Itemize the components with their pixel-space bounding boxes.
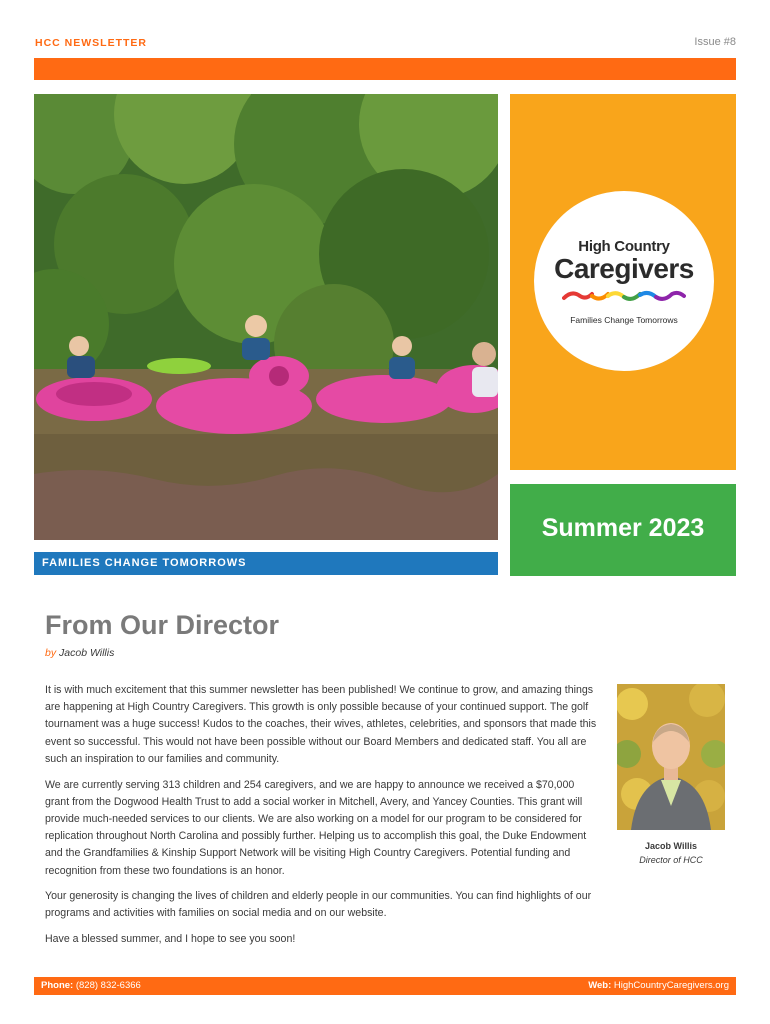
director-photo <box>617 684 725 830</box>
phone-label: Phone: <box>41 980 74 991</box>
season-title: Summer 2023 <box>541 514 705 542</box>
logo-panel <box>510 94 736 470</box>
byline-by: by <box>45 647 57 659</box>
logo <box>534 191 714 371</box>
logo-tagline: Families Change Tomorrows <box>570 315 678 325</box>
byline <box>45 647 114 659</box>
hands-icon <box>562 288 686 304</box>
byline-author: Jacob Willis <box>59 647 115 659</box>
paragraph: It is with much excitement that this summer newsletter has been published! We continue to grow, and amazing things are happening at High Country Caregivers. This growth is only possible because of your continued support. The golf tournament was a huge success! Kudos to the coaches, their wives, athletes, celebrities, and sponsors that made this event so successful. This would not have been possible without our Board Members and dedicated staff. You all are such an inspiration to our families and community. <box>45 684 597 765</box>
header-bar <box>34 58 736 80</box>
footer-phone <box>41 980 141 991</box>
director-name: Jacob Willis <box>645 841 697 851</box>
banner-bar <box>34 552 498 575</box>
paragraph: Your generosity is changing the lives of children and elderly people in our communities. You can find highlights of our programs and activities with families on social media and on our website. <box>45 890 592 920</box>
paragraph: We are currently serving 313 children and 254 caregivers, and we are happy to announce we received a $70,000 grant from the Dogwood Health Trust to add a social worker in Mitchell, Avery, and Yancey Counties. This grant will provide much-needed services to our clients. We are also working on a model for our program to be considered for replication throughout North Carolina and possibly further. Helping us to accomplish this goal, the Duke Endowment and the Grandfamilies & Kinship Support Network will be visiting High Country Caregivers. Potential funding and recognition from these two foundations is an honor. <box>45 778 587 877</box>
footer-web <box>588 980 729 991</box>
web-link[interactable]: HighCountryCaregivers.org <box>613 980 729 991</box>
season-panel <box>510 484 736 576</box>
article-body <box>45 682 601 957</box>
article-title: From Our Director <box>45 610 280 640</box>
tubing-photo <box>34 94 498 540</box>
footer-bar <box>34 977 736 995</box>
banner-text: FAMILIES CHANGE TOMORROWS <box>42 557 247 569</box>
logo-line1: High Country <box>578 238 670 255</box>
issue-number: Issue #8 <box>694 36 736 48</box>
newsletter-label: HCC NEWSLETTER <box>35 37 147 49</box>
paragraph: Have a blessed summer, and I hope to see you soon! <box>45 933 296 946</box>
phone-number: (828) 832-6366 <box>75 980 141 991</box>
logo-line2: Caregivers <box>554 253 694 284</box>
web-label: Web: <box>588 980 612 991</box>
director-role: Director of HCC <box>639 855 703 865</box>
